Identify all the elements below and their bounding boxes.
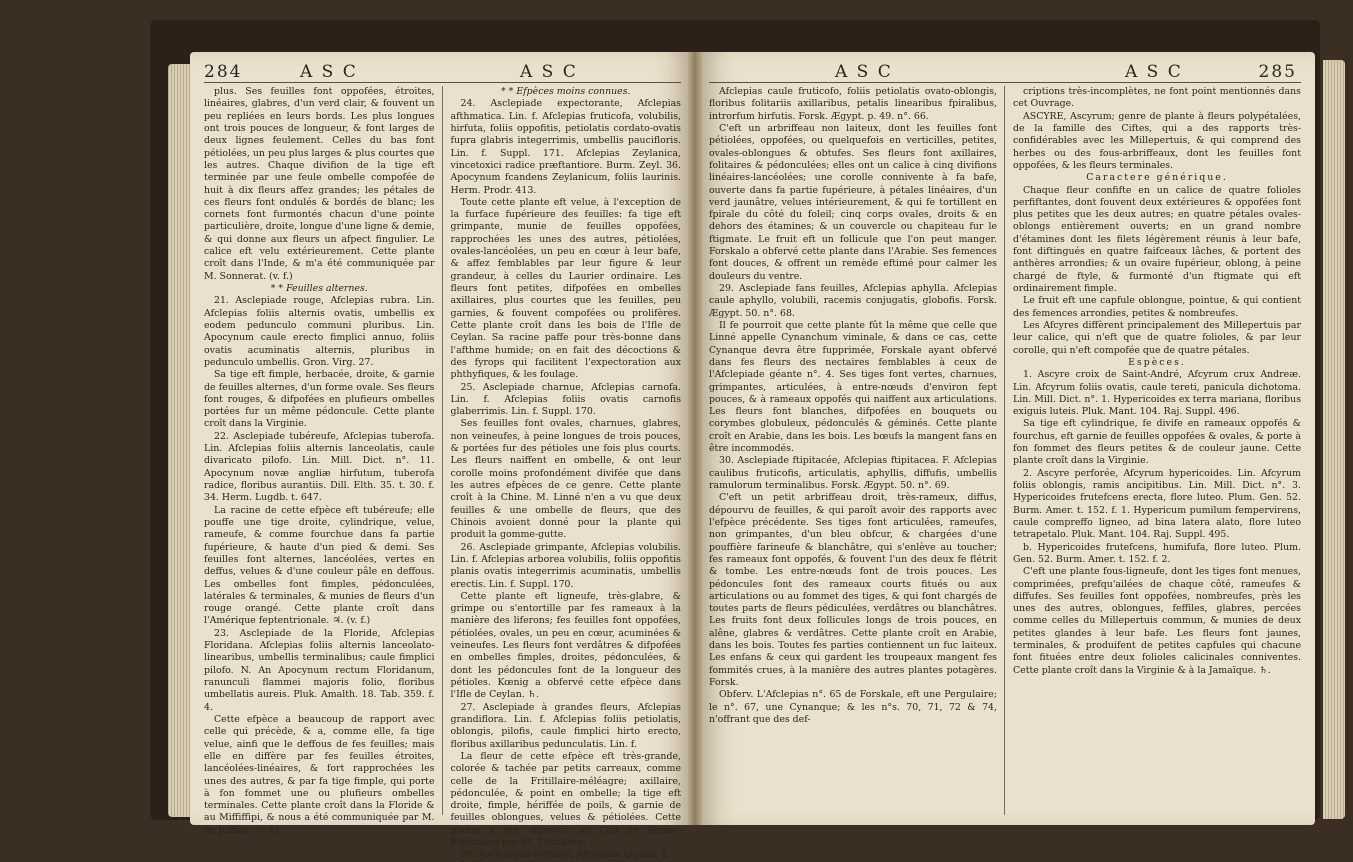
page-number: 285 (1258, 62, 1297, 82)
paragraph: 30. Asclepiade ftipitacée, Afclepias ftipitacea. F. Afclepias caulibus fruticofis, articulatis, aphyllis, diffufis, umbellis ramulorum terminalibus. Forsk. Ægypt. 50. n°. 69. (709, 455, 997, 491)
section-heading: Espèces. (1128, 356, 1186, 368)
paragraph: 29. Asclepiade fans feuilles, Afclepias aphylla. Afclepias caule aphyllo, volubili, racemis conjugatis, globofis. Forsk. Ægypt. 50. n°. 68. (709, 283, 997, 319)
paragraph: La fleur de cette efpèce eft très-grande, colorée & tachée par petits carreaux, comme celle de la Fritillaire-méléagre; axillaire, pédonculée, & point en ombelle; la tige eft droite, fimple, hériffée de poils, & garnie de feuilles oblongues, velues & pétiolées. Cette plante a été obfervée au Cap de Bonne-Efpérance par M. Thunberg. (450, 750, 681, 849)
book-gutter (688, 52, 702, 825)
paragraph: 1. Ascyre croix de Saint-André, Afcyrum crux Andreæ. Lin. Afcyrum foliis ovatis, caule tereti, panicula dichotoma. Lin. Mill. Dict. n°. 1. Hypericoides ex terra mariana, floribus exiguis luteis. Pluk. Mant. 104. Raj. Suppl. 496. (1013, 369, 1301, 418)
paragraph: C'eft une plante fous-ligneufe, dont les tiges font menues, comprimées, prefqu'ailées de chaque côté, rameufes & diffufes. Ses feuilles font oppofées, nombreufes, près les unes des autres, oblongues, feffiles, glabres, percées comme celles du Millepertuis commun, & munies de deux petites glandes à leur bafe. Les fleurs font jaunes, terminales, & produifent de petites capfules qui chacune font fituées entre deux folioles calicinales conniventes. Cette plante croît dans la Virginie & à la Jamaïque. ♄. (1013, 566, 1301, 676)
paragraph: Toute cette plante eft velue, à l'exception de la furface fupérieure des feuilles: fa tige eft grimpante, munie de feuilles oppofées, rapprochées les unes des autres, pétiolées, ovales-lancéolées, un peu en cœur à leur bafe, & affez femblables par leur figure & leur grandeur, à celles du Laurier ordinaire. Les fleurs font petites, difpofées en ombelles axillaires, plus courtes que les feuilles, peu garnies, & fouvent compofées ou prolifères. Cette plante croît dans les bois de l'Ifle de Ceylan. Sa racine paffe pour très-bonne dans l'afthme humide; on en fait des décoctions & des fyrops qui facilitent l'expectoration aux phthyfiques, & les foulage. (450, 196, 681, 381)
paragraph: Les Afcyres diffèrent principalement des Millepertuis par leur calice, qui n'eft que de quatre folioles, & par leur corolle, qui n'eft compofée que de quatre pétales. (1013, 319, 1301, 356)
paragraph: Le fruit eft une capfule oblongue, pointue, & qui contient des femences arrondies, petites & nombreufes. (1013, 295, 1301, 319)
text-column (450, 86, 682, 861)
page-number: 284 (204, 62, 243, 82)
paragraph: 27. Asclepiade à grandes fleurs, Afclepias grandiflora. Lin. f. Afclepias foliis petiolatis, oblongis, pilofis, caule fimplici hirto erecto, floribus axillaribus pedunculatis. Lin. f. (450, 701, 681, 750)
section-heading: Caractere générique. (1086, 172, 1228, 184)
paragraph: C'eft un petit arbriffeau droit, très-rameux, diffus, dépourvu de feuilles, & qui paroît avoir des rapports avec l'efpèce précédente. Ses tiges font articulées, rameufes, non grimpantes, d'un bleu obfcur, & chargées d'une pouffière farineufe & blanchâtre, qui s'enlève au toucher; fes rameaux font oppofés, & fouvent l'un des deux fe flétrit & tombe. Les entre-nœuds font de trois pouces. Les pédoncules font des rameaux courts fitués ou aux articulations ou au fommet des tiges, & qui font chargés de toutes parts de fleurs pédiculées, verdâtres ou blanchâtres. Les fruits font deux follicules longs de trois pouces, en alêne, glabres & verdâtres. Cette plante croît en Arabie, dans les bois. Toutes fes parties contiennent un fuc laiteux. Les enfans & ceux qui gardent les troupeaux mangent fes fommités crues, à la manière des autres plantes potagères. Forsk. (709, 492, 997, 688)
paragraph: ASCYRE, Ascyrum; genre de plante à fleurs polypétalées, de la famille des Ciftes, qui a des rapports très-confidérables avec les Millepertuis, & qui comprend des herbes ou des fous-arbriffeaux, dont les feuilles font oppofées, & les fleurs terminales. (1013, 110, 1301, 171)
header-rule (709, 82, 1301, 83)
paragraph: 2. Ascyre perforée, Afcyrum hypericoides. Lin. Afcyrum foliis oblongis, ramis ancipitibus. Lin. Mill. Dict. n°. 3. Hypericoides frutefcens erecta, flore luteo. Plum. Gen. 52. Burm. Amer. t. 152. f. 1. Hypericum pumilum fempervirens, caule compreffo ligneo, ad bina latera alato, flore luteo tetrapetalo. Pluk. Mant. 104. Raj. Suppl. 495. (1013, 467, 1301, 541)
paragraph: La racine de cette efpèce eft tubéreufe; elle pouffe une tige droite, cylindrique, velue, rameufe, & comme fourchue dans fa partie fupérieure, & haute d'un pied & demi. Ses feuilles font alternes, lancéolées, vertes en deffus, velues & d'une couleur pâle en deffous. Les ombelles font fimples, pédonculées, latérales & terminales, & munies de fleurs d'un rouge orangé. Cette plante croît dans l'Amérique feptentrionale. ♃. (v. f.) (204, 504, 435, 627)
left-page-edges (168, 64, 192, 817)
text-column (709, 86, 997, 815)
text-column (204, 86, 435, 836)
left-page-columns (204, 86, 681, 861)
right-page-edges (1323, 60, 1345, 819)
running-head: A S C (835, 62, 893, 82)
running-head: A S C (520, 62, 578, 82)
paragraph: 25. Asclepiade charnue, Afclepias carnofa. Lin. f. Afclepias foliis ovatis carnofis glaberrimis. Lin. f. Suppl. 170. (450, 381, 681, 418)
left-page (190, 52, 695, 861)
section-heading: * * Efpèces moins connues. (501, 86, 631, 97)
right-page (695, 52, 1315, 825)
paragraph: Il fe pourroit que cette plante fût la même que celle que Linné appelle Cynanchum viminale, & dans ce cas, cette Cynanque devra être fupprimée, Forskale ayant obfervé dans fes fleurs des nectaires femblables à ceux de l'Afclepiade géante n°. 4. Ses tiges font vertes, charnues, grimpantes, articulées, à entre-nœuds d'environ fept pouces, & à rameaux oppofés qui naiffent aux articulations. Les fleurs font blanches, difpofées en bouquets ou corymbes globuleux, pédonculés & géminés. Cette plante croît en Arabie, dans les bois. Les bœufs la mangent fans en être incommodés. (709, 319, 997, 455)
paragraph: Cette efpèce a beaucoup de rapport avec celle qui précède, & a, comme elle, fa tige velue, ainfi que le deffous de fes feuilles; mais elle en diffère par fes feuilles étroites, lancéolées-linéaires, & fort rapprochées les unes des autres, & par fa tige fimple, qui porte à fon fommet une ou plufieurs ombelles terminales. Cette plante croît dans la Floride & au Miffiffipi, & nous a été communiquée par M. de Juffieu. (v. f.) (204, 713, 435, 836)
paragraph: Ses feuilles font ovales, charnues, glabres, non veineufes, à peine longues de trois pouces, & portées fur des pétioles une fois plus courts. Les fleurs naiffent en ombelle, & ont leur corolle moins profondément divifée que dans les autres efpèces de ce genre. Cette plante croît à la Chine. M. Linné n'en a vu que deux feuilles & une ombelle de fleurs, que des Chinois avoient donné pour la plante qui produit la gomme-gutte. (450, 418, 681, 541)
running-head: A S C (1125, 62, 1183, 82)
right-page-columns (709, 86, 1301, 815)
paragraph: plus. Ses feuilles font oppofées, étroites, linéaires, glabres, d'un verd clair, & fouvent un peu repliées en leurs bords. Les plus longues ont trois pouces de longueur, & font larges de deux lignes feulement. Celles du bas font pétiolées, un peu plus larges & plus courtes que les autres. Chaque divifion de la tige eft terminée par une feule ombelle compofée de huit à dix fleurs affez grandes; les pétales de ces fleurs font ondulés & bordés de blanc; les cornets font furmontés chacun d'une pointe particulière, droite, longue d'une ligne & demie, & qui donne aux fleurs un afpect fingulier. Le calice eft velu extérieurement. Cette plante croît dans l'Inde, & m'a été communiquée par M. Sonnerat. (v. f.) (204, 86, 435, 282)
paragraph: b. Hypericoides frutefcens, humifufa, flore luteo. Plum. Gen. 52. Burm. Amer. t. 152. f. 2. (1013, 541, 1301, 565)
paragraph: Cette plante eft ligneufe, très-glabre, & grimpe ou s'entortille par fes rameaux à la manière des liferons; fes feuilles font oppofées, pétiolées, ovales, un peu en cœur, acuminées & veineufes. Les fleurs font verdâtres & difpofées en ombelles fimples, droites, pédonculées, & dont les pédoncules font de la longueur des pétioles. Kœnig a obfervé cette efpèce dans l'Ifle de Ceylan. ♄. (450, 590, 681, 701)
paragraph: 23. Asclepiade de la Floride, Afclepias Floridana. Afclepias foliis alternis lanceolato-linearibus, umbellis terminalibus; caule fimplici pilofo. N. An Apocynum rectum Floridanum, ranunculi flammei majoris folio, floribus umbellatis aureis. Pluk. Amalth. 18. Tab. 359. f. 4. (204, 627, 435, 713)
header-rule (204, 82, 681, 83)
paragraph: 26. Asclepiade grimpante, Afclepias volubilis. Lin. f. Afclepias arborea volubilis, foliis oppofitis planis ovatis integerrimis acuminatis, umbellis erectis. Lin. f. Suppl. 170. (450, 541, 681, 590)
paragraph: 24. Asclepiade expectorante, Afclepias afthmatica. Lin. f. Afclepias fruticofa, volubilis, hirfuta, foliis oppofitis, petiolatis cordato-ovatis fupra glabris integerrimis, umbellis paucifloris. Lin. f. Suppl. 171. Afclepias Zeylanica, vincetoxici radice præftantiore. Burm. Zeyl. 36. Apocynum fcandens Zeylanicum, foliis laurinis. Herm. Prodr. 413. (450, 98, 681, 196)
paragraph: Sa tige eft fimple, herbacée, droite, & garnie de feuilles alternes, d'un forme ovale. Ses fleurs font rouges, & difpofées en plufieurs ombelles portées fur un même pédoncule. Cette plante croît dans la Virginie. (204, 369, 435, 430)
section-heading: * * Feuilles alternes. (270, 283, 368, 294)
running-head: A S C (300, 62, 358, 82)
text-column (1013, 86, 1301, 815)
paragraph: Afclepias caule fruticofo, foliis petiolatis ovato-oblongis, floribus folitariis axillaribus, petalis linearibus fpiralibus, introrfum hirfutis. Forsk. Ægypt. p. 49. n°. 66. (709, 86, 997, 122)
paragraph: C'eft un arbriffeau non laiteux, dont les feuilles font pétiolées, oppofées, ou quelquefois en verticilles, petites, ovales-oblongues & obtufes. Ses fleurs font axillaires, folitaires & pédonculées; elles ont un calice à cinq divifions linéaires-lancéolées; une corolle connivente à fa bafe, ouverte dans fa partie fupérieure, à pétales linéaires, d'un verd jaunâtre, velues intérieurement, & qui fe tortillent en fpirale du côté du foleil; cinq corps ovales, droits & en dehors des étamines; & un couvercle ou chapiteau fur le ftigmate. Le fruit eft un follicule que l'on peut manger. Forskalo a obfervé cette plante dans l'Arabie. Ses femences font douces, & offrent un remède eftimé pour calmer les douleurs du ventre. (709, 122, 997, 282)
paragraph: Sa tige eft cylindrique, fe divife en rameaux oppofés & fourchus, eft garnie de feuilles oppofées & ovales, & porte à fon fommet des fleurs petites & de couleur jaune. Cette plante croît dans la Virginie. (1013, 418, 1301, 467)
paragraph: Obferv. L'Afclepias n°. 65 de Forskale, eft une Pergulaire; le n°. 67, une Cynanque; & les n°s. 70, 71, 72 & 74, n'offrant que des def- (709, 689, 997, 725)
paragraph: 21. Asclepiade rouge, Afclepias rubra. Lin. Afclepias foliis alternis ovatis, umbellis ex eodem pedunculo communi pluribus. Lin. Apocynum caule erecto fimplici annuo, foliis ovatis acuminatis alternis, pluribus in pedunculo umbellis. Gron. Virg. 27. (204, 295, 435, 368)
paragraph: criptions très-incomplètes, ne font point mentionnés dans cet Ouvrage. (1013, 86, 1301, 110)
paragraph: Chaque fleur confifte en un calice de quatre folioles perfiftantes, dont fouvent deux extérieures & oppofées font plus petites que les deux autres; en quatre pétales ovales-oblongs entièrement ouverts; en un grand nombre d'étamines dont les filets légèrement réunis à leur bafe, font diftingués en quatre faifceaux lâches, & portent des anthères arrondies; & un ovaire fupérieur, oblong, à peine chargé de ftyle, & furmonté d'un ftigmate qui eft ordinairement fimple. (1013, 184, 1301, 294)
paragraph: 28. Asclepiade tortillée, Afclepias fpiralis. f. (460, 849, 669, 861)
paragraph: 22. Asclepiade tubéreufe, Afclepias tuberofa. Lin. Afclepias foliis alternis lanceolatis, caule divaricato pilofo. Lin. Mill. Dict. n°. 11. Apocynum novæ angliæ hirfutum, tuberofa radice, floribus aurantiis. Dill. Elth. 35. t. 30. f. 34. Herm. Lugdb. t. 647. (204, 430, 435, 504)
